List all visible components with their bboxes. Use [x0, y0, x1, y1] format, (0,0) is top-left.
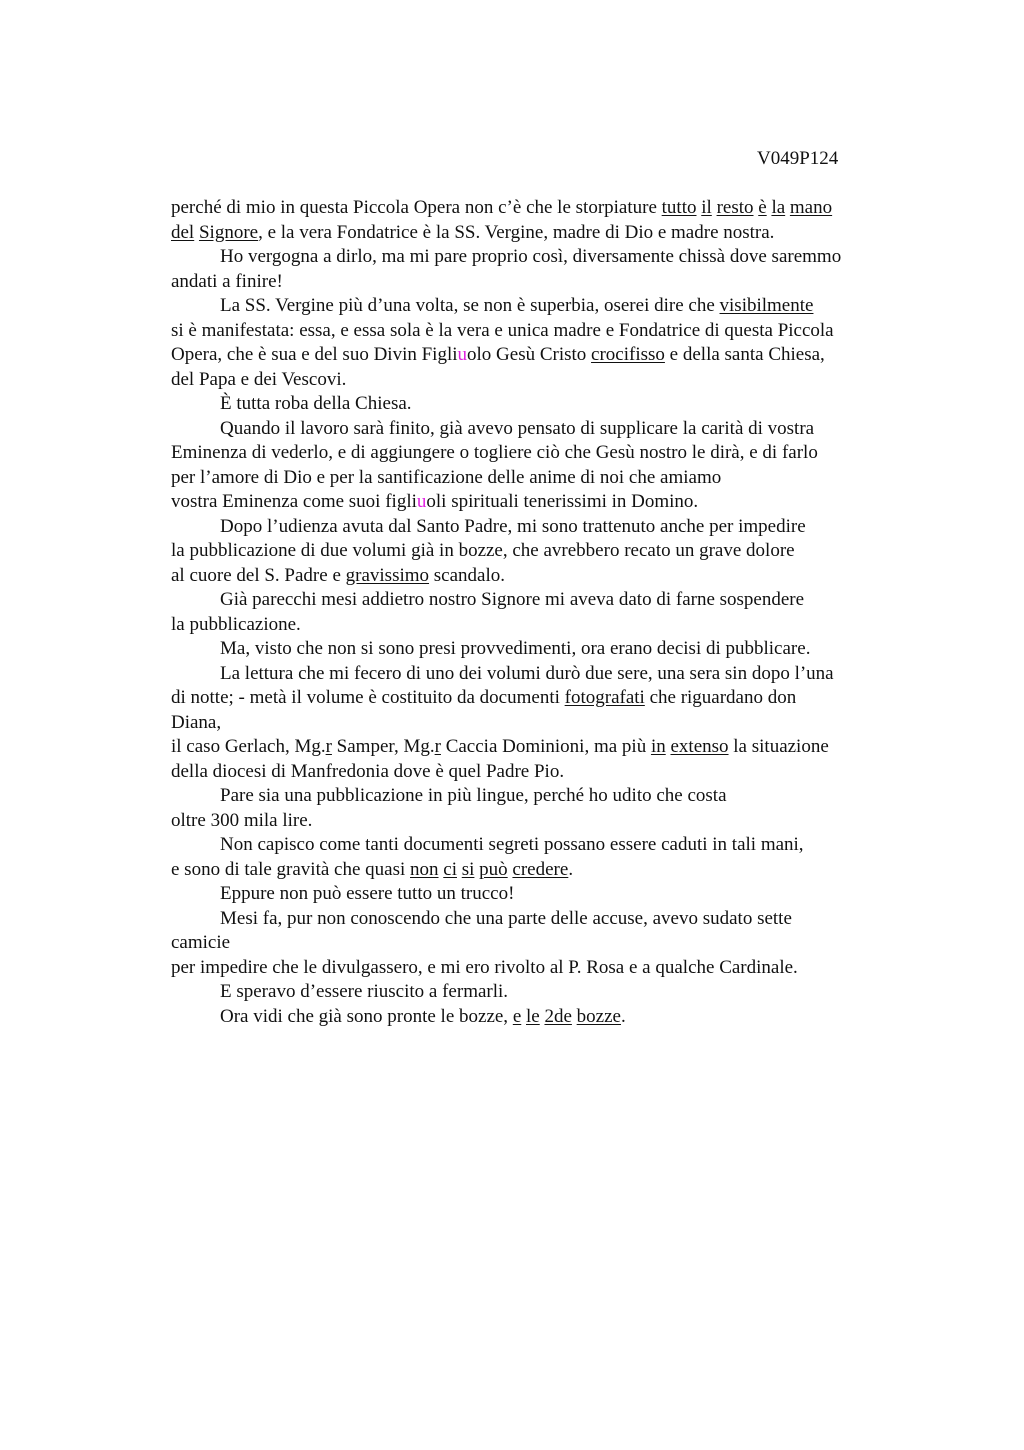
underlined-word: tutto	[661, 197, 697, 218]
text-segment: Opera, che è sua e del suo Divin Figli	[171, 344, 458, 365]
text-line: Quando il lavoro sarà finito, già avevo pensato di supplicare la carità di vostra	[220, 417, 815, 439]
text-line: È tutta roba della Chiesa.	[220, 393, 412, 414]
underlined-word: resto	[716, 197, 754, 218]
text-segment: che riguardano don	[644, 687, 797, 708]
text-segment: la situazione	[728, 736, 829, 757]
highlighted-letter: u	[416, 491, 427, 512]
text-line	[171, 294, 901, 319]
text-line: Eminenza di vederlo, e di aggiungere o togliere ciò che Gesù nostro le dirà, e di farlo	[171, 442, 818, 463]
text-segment: Ora vidi che già sono pronte le bozze,	[220, 1005, 513, 1027]
text-segment: il caso Gerlach, Mg.	[171, 736, 326, 757]
underlined-word: le	[526, 1005, 540, 1027]
underlined-word: e	[512, 1005, 522, 1027]
text-segment: oli spirituali tenerissimi in Domino.	[426, 491, 699, 512]
text-segment: vostra Eminenza come suoi figli	[171, 491, 417, 512]
text-segment: perché di mio in questa Piccola Opera non c’è che le storpiature	[171, 197, 662, 218]
text-line	[171, 686, 901, 711]
text-line: del Papa e dei Vescovi.	[171, 368, 347, 390]
text-segment: olo Gesù Cristo	[467, 344, 592, 365]
text-line: della diocesi di Manfredonia dove è quel Padre Pio.	[171, 760, 565, 782]
underlined-word: Signore	[198, 221, 259, 243]
underlined-word: in	[650, 736, 666, 757]
text-line	[171, 221, 901, 246]
text-line: Diana,	[171, 711, 222, 733]
underlined-word: mano	[789, 197, 833, 218]
underlined-word: non	[410, 858, 439, 880]
underlined-word: credere	[512, 858, 569, 880]
text-line	[171, 490, 901, 515]
text-line: Già parecchi mesi addietro nostro Signore mi aveva dato di farne sospendere	[220, 589, 805, 610]
text-segment: di notte; - metà il volume è costituito da documenti	[171, 687, 565, 708]
text-line: Ma, visto che non si sono presi provvedimenti, ora erano decisi di pubblicare.	[220, 638, 811, 659]
text-line: per impedire che le divulgassero, e mi ero rivolto al P. Rosa e a qualche Cardinale.	[171, 956, 798, 978]
text-segment: , e la vera Fondatrice è la SS. Vergine, madre di Dio e madre nostra.	[258, 221, 775, 243]
text-segment: scandalo.	[429, 564, 506, 586]
underlined-word: può	[479, 858, 508, 880]
underlined-word: la	[771, 197, 786, 218]
text-line: Eppure non può essere tutto un trucco!	[220, 883, 515, 904]
text-line: Ho vergogna a dirlo, ma mi pare proprio così, diversamente chissà dove saremmo	[220, 246, 842, 267]
text-line	[171, 735, 901, 760]
text-line: per l’amore di Dio e per la santificazione delle anime di noi che amiamo	[171, 466, 722, 488]
text-line: oltre 300 mila lire.	[171, 809, 313, 831]
text-line: camicie	[171, 932, 231, 953]
underlined-word: extenso	[670, 736, 729, 757]
underlined-word: si	[461, 858, 475, 880]
highlighted-letter: u	[457, 344, 468, 365]
underlined-word: bozze	[576, 1005, 621, 1027]
underlined-letter: r	[434, 736, 441, 757]
text-line	[171, 564, 901, 589]
text-line: la pubblicazione.	[171, 613, 301, 635]
text-line	[171, 1005, 901, 1030]
underlined-word: visibilmente	[719, 295, 814, 316]
underlined-letter: r	[325, 736, 332, 757]
text-segment: al cuore del S. Padre e	[171, 564, 346, 586]
text-line: andati a finire!	[171, 270, 283, 292]
text-segment: .	[620, 1005, 626, 1027]
text-line	[171, 858, 901, 883]
text-line	[171, 343, 901, 368]
text-line: Non capisco come tanti documenti segreti possano essere caduti in tali mani,	[220, 834, 804, 855]
text-segment: La SS. Vergine più d’una volta, se non è superbia, oserei dire che	[220, 295, 720, 316]
text-line: Pare sia una pubblicazione in più lingue, perché ho udito che costa	[220, 785, 727, 806]
underlined-word: del	[171, 221, 195, 243]
letter-body	[171, 196, 901, 1029]
text-line: Dopo l’udienza avuta dal Santo Padre, mi sono trattenuto anche per impedire	[220, 515, 806, 537]
text-line: Mesi fa, pur non conoscendo che una parte delle accuse, avevo sudato sette	[220, 907, 792, 929]
text-segment: e sono di tale gravità che quasi	[171, 858, 411, 880]
text-segment: Samper, Mg.	[331, 736, 435, 757]
text-line	[171, 196, 901, 221]
underlined-word: ci	[443, 858, 457, 880]
underlined-word: 2de	[544, 1005, 572, 1027]
text-segment: .	[568, 858, 574, 880]
text-line: la pubblicazione di due volumi già in bozze, che avrebbero recato un grave dolore	[171, 540, 795, 561]
text-line: si è manifestata: essa, e essa sola è la vera e unica madre e Fondatrice di questa Piccola	[171, 319, 834, 341]
text-segment: e della santa Chiesa,	[664, 344, 825, 365]
text-segment: Caccia Dominioni, ma più	[440, 736, 651, 757]
text-line: La lettura che mi fecero di uno dei volumi durò due sere, una sera sin dopo l’una	[220, 662, 834, 684]
underlined-word: è	[758, 197, 767, 218]
underlined-word: crocifisso	[591, 344, 665, 365]
underlined-word: il	[701, 197, 712, 218]
text-line: E speravo d’essere riuscito a fermarli.	[220, 981, 509, 1002]
page-reference: V049P124	[757, 148, 839, 169]
underlined-word: gravissimo	[345, 564, 430, 586]
underlined-word: fotografati	[564, 687, 645, 708]
